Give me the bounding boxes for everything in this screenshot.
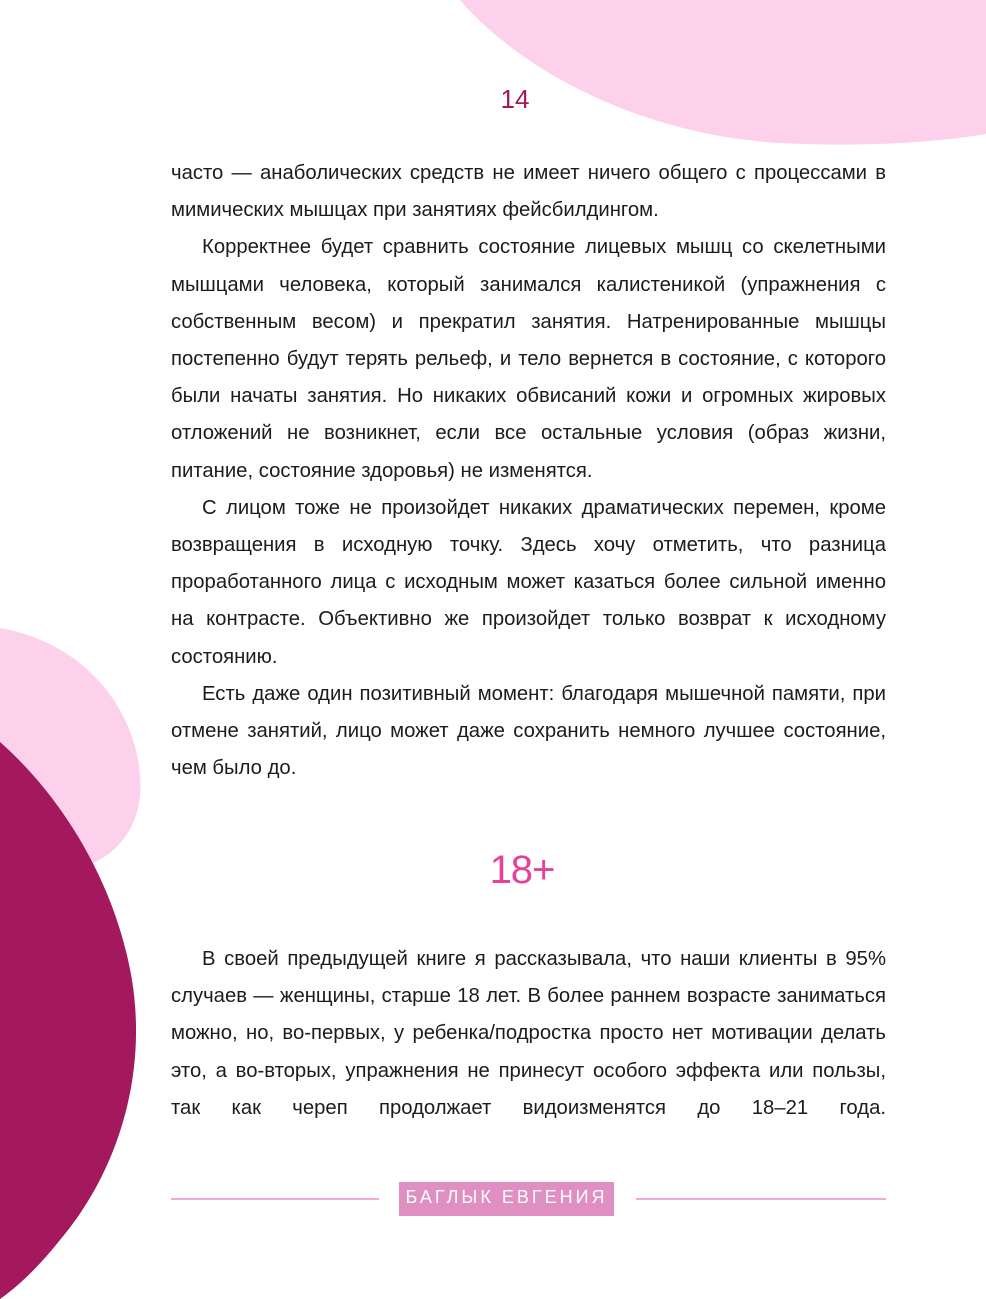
- footer-divider-right: [636, 1198, 886, 1200]
- paragraph: В своей предыдущей книге я рассказывала, что наши клиенты в 95% случаев — женщины, старше 18 лет. В более раннем возрасте заниматься можно, но, во-первых, у ребенка/подростка просто нет мотивации делать это, а во-вторых, упражнения не принесут особого эффекта или пользы, так как череп продолжает видоизменятся до 18–21 года.: [171, 948, 886, 1119]
- paragraph: часто — анаболических средств не имеет ничего общего с процессами в мимических мышцах при занятиях фейсбилдингом.: [171, 162, 886, 222]
- section-body-text: [171, 941, 886, 1127]
- section-heading: 18+: [489, 848, 555, 892]
- paragraph: Корректнее будет сравнить состояние лицевых мышц со скелетными мышцами человека, который занимался калистеникой (упражнения с собственным весом) и прекратил занятия. Натренированные мышцы постепенно будут терять рельеф, и тело вернется в состояние, с которого были начаты занятия. Но никаких обвисаний кожи и огромных жировых отложений не возникнет, если все остальные условия (образ жизни, питание, состояние здоровья) не изменятся.: [171, 236, 886, 482]
- body-text: [171, 155, 886, 787]
- page-number: 14: [500, 84, 530, 114]
- footer-divider-left: [171, 1198, 379, 1200]
- top-right-pink-blob: [460, 0, 986, 145]
- footer-author-label: БАГЛЫК ЕВГЕНИЯ: [399, 1182, 614, 1216]
- paragraph: Есть даже один позитивный момент: благодаря мышечной памяти, при отмене занятий, лицо может даже сохранить немного лучшее состояние, чем было до.: [171, 682, 886, 780]
- paragraph: С лицом тоже не произойдет никаких драматических перемен, кроме возвращения в исходную точку. Здесь хочу отметить, что разница проработанного лица с исходным может казаться более сильной именно на контрасте. Объективно же произойдет только возврат к исходному состоянию.: [171, 496, 886, 668]
